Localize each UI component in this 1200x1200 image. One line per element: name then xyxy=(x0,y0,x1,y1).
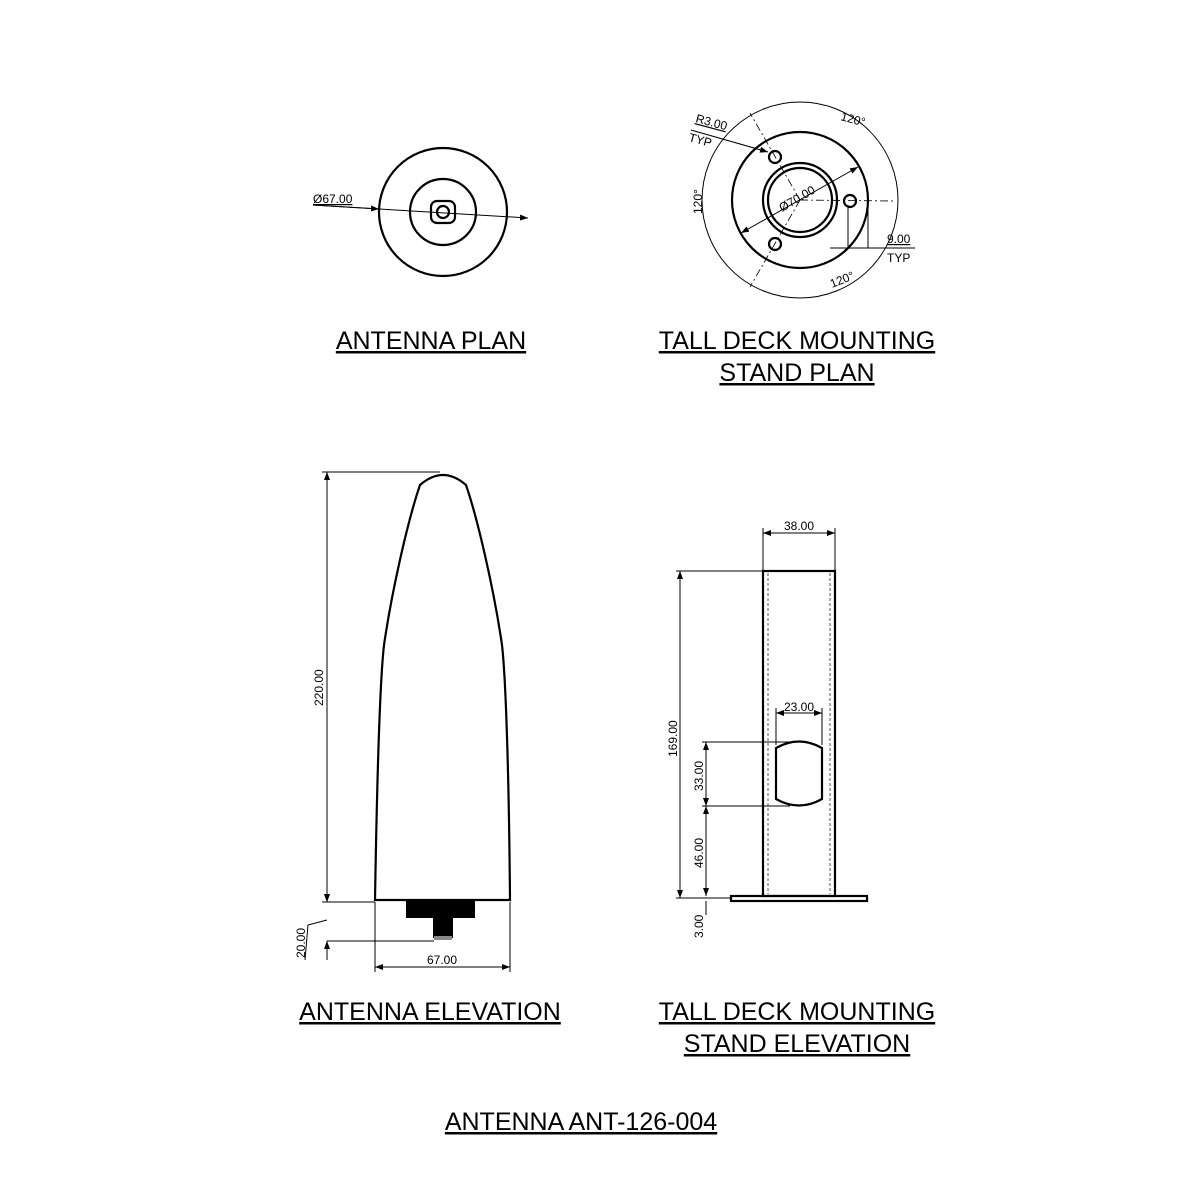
hole-radius-label: R3.00 xyxy=(694,111,729,134)
angle-bottom-label: 120° xyxy=(827,268,857,291)
antenna-plan-view xyxy=(313,148,528,276)
stand-plan-view xyxy=(687,102,915,298)
window-offset-label: 46.00 xyxy=(692,837,706,868)
connector-length-label: 20.00 xyxy=(294,927,308,958)
tube-diameter-label: Ø70.00 xyxy=(776,182,818,215)
stand-elevation-title-line1: TALL DECK MOUNTING xyxy=(658,998,936,1026)
stand-elevation-title-line2: STAND ELEVATION xyxy=(683,1030,911,1058)
antenna-diameter-label: Ø67.00 xyxy=(313,192,353,206)
window-width-label: 23.00 xyxy=(783,700,815,714)
antenna-elevation-view xyxy=(294,472,510,972)
hole-offset-note: TYP xyxy=(887,251,911,265)
hole-offset-label: 9.00 xyxy=(887,232,911,246)
window-height-label: 33.00 xyxy=(692,760,706,791)
stand-width-label: 38.00 xyxy=(783,519,815,533)
antenna-elevation-title: ANTENNA ELEVATION xyxy=(299,998,561,1026)
antenna-width-label: 67.00 xyxy=(426,953,458,967)
angle-left-label: 120° xyxy=(691,189,705,214)
stand-plan-title-line2: STAND PLAN xyxy=(719,359,875,387)
stand-plan-title-line1: TALL DECK MOUNTING xyxy=(658,327,936,355)
stand-height-label: 169.00 xyxy=(666,720,680,757)
plate-thickness-label: 3.00 xyxy=(692,914,706,938)
antenna-plan-title: ANTENNA PLAN xyxy=(335,327,527,355)
antenna-height-label: 220.00 xyxy=(312,669,326,706)
drawing-title: ANTENNA ANT-126-004 xyxy=(444,1108,718,1136)
stand-elevation-view xyxy=(666,519,867,938)
hole-radius-note: TYP xyxy=(687,130,714,150)
angle-top-label: 120° xyxy=(839,109,867,130)
